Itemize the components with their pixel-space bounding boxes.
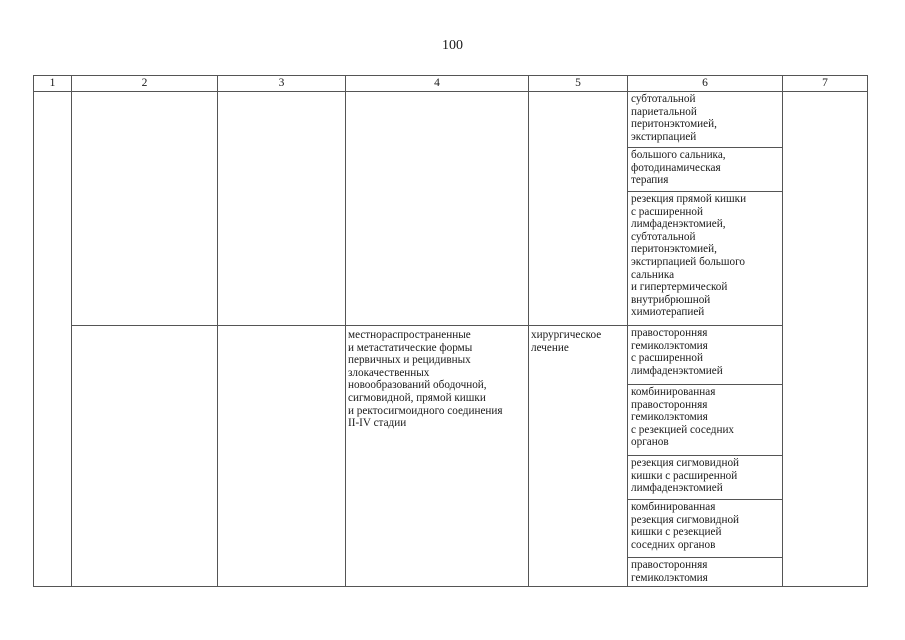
header-col-3: 3	[218, 76, 346, 92]
cell-col-2	[72, 92, 218, 326]
method-cell: комбинированная резекция сигмовидной кишки с резекцией соседних органов	[628, 500, 783, 558]
header-col-7: 7	[783, 76, 868, 92]
method-cell: комбинированная правосторонняя гемиколэктомия с резекцией соседних органов	[628, 385, 783, 456]
method-cell: правосторонняя гемиколэктомия с расширенной лимфаденэктомией	[628, 326, 783, 385]
method-cell: субтотальной париетальной перитонэктомией, экстирпацией	[628, 92, 783, 148]
method-cell: большого сальника, фотодинамическая терапия	[628, 148, 783, 192]
header-col-1: 1	[34, 76, 72, 92]
page-number: 100	[442, 38, 463, 53]
method-cell: резекция сигмовидной кишки с расширенной лимфаденэктомией	[628, 456, 783, 500]
cell-col-4	[346, 92, 529, 326]
method-cell: правосторонняя гемиколэктомия	[628, 558, 783, 587]
header-col-5: 5	[529, 76, 628, 92]
header-col-2: 2	[72, 76, 218, 92]
header-col-4: 4	[346, 76, 529, 92]
table-row	[34, 92, 868, 148]
treatment-type-cell: хирургическое лечение	[529, 326, 628, 587]
medical-procedures-table	[33, 75, 868, 587]
method-cell: резекция прямой кишки с расширенной лимфаденэктомией, субтотальной перитонэктомией, экстирпацией большого сальника и гипертермической внутрибрюшной химиотерапией	[628, 192, 783, 326]
header-row	[34, 76, 868, 92]
cell-col-2	[72, 326, 218, 587]
cell-col-3	[218, 92, 346, 326]
cell-col-5	[529, 92, 628, 326]
header-col-6: 6	[628, 76, 783, 92]
table-row	[34, 326, 868, 385]
diagnosis-cell: местнораспространенные и метастатические формы первичных и рецидивных злокачественных новообразований ободочной, сигмовидной, прямой кишки и ректосигмоидного соединения II-IV стадии	[346, 326, 529, 587]
cell-col-1	[34, 92, 72, 587]
cell-col-7	[783, 92, 868, 587]
cell-col-3	[218, 326, 346, 587]
